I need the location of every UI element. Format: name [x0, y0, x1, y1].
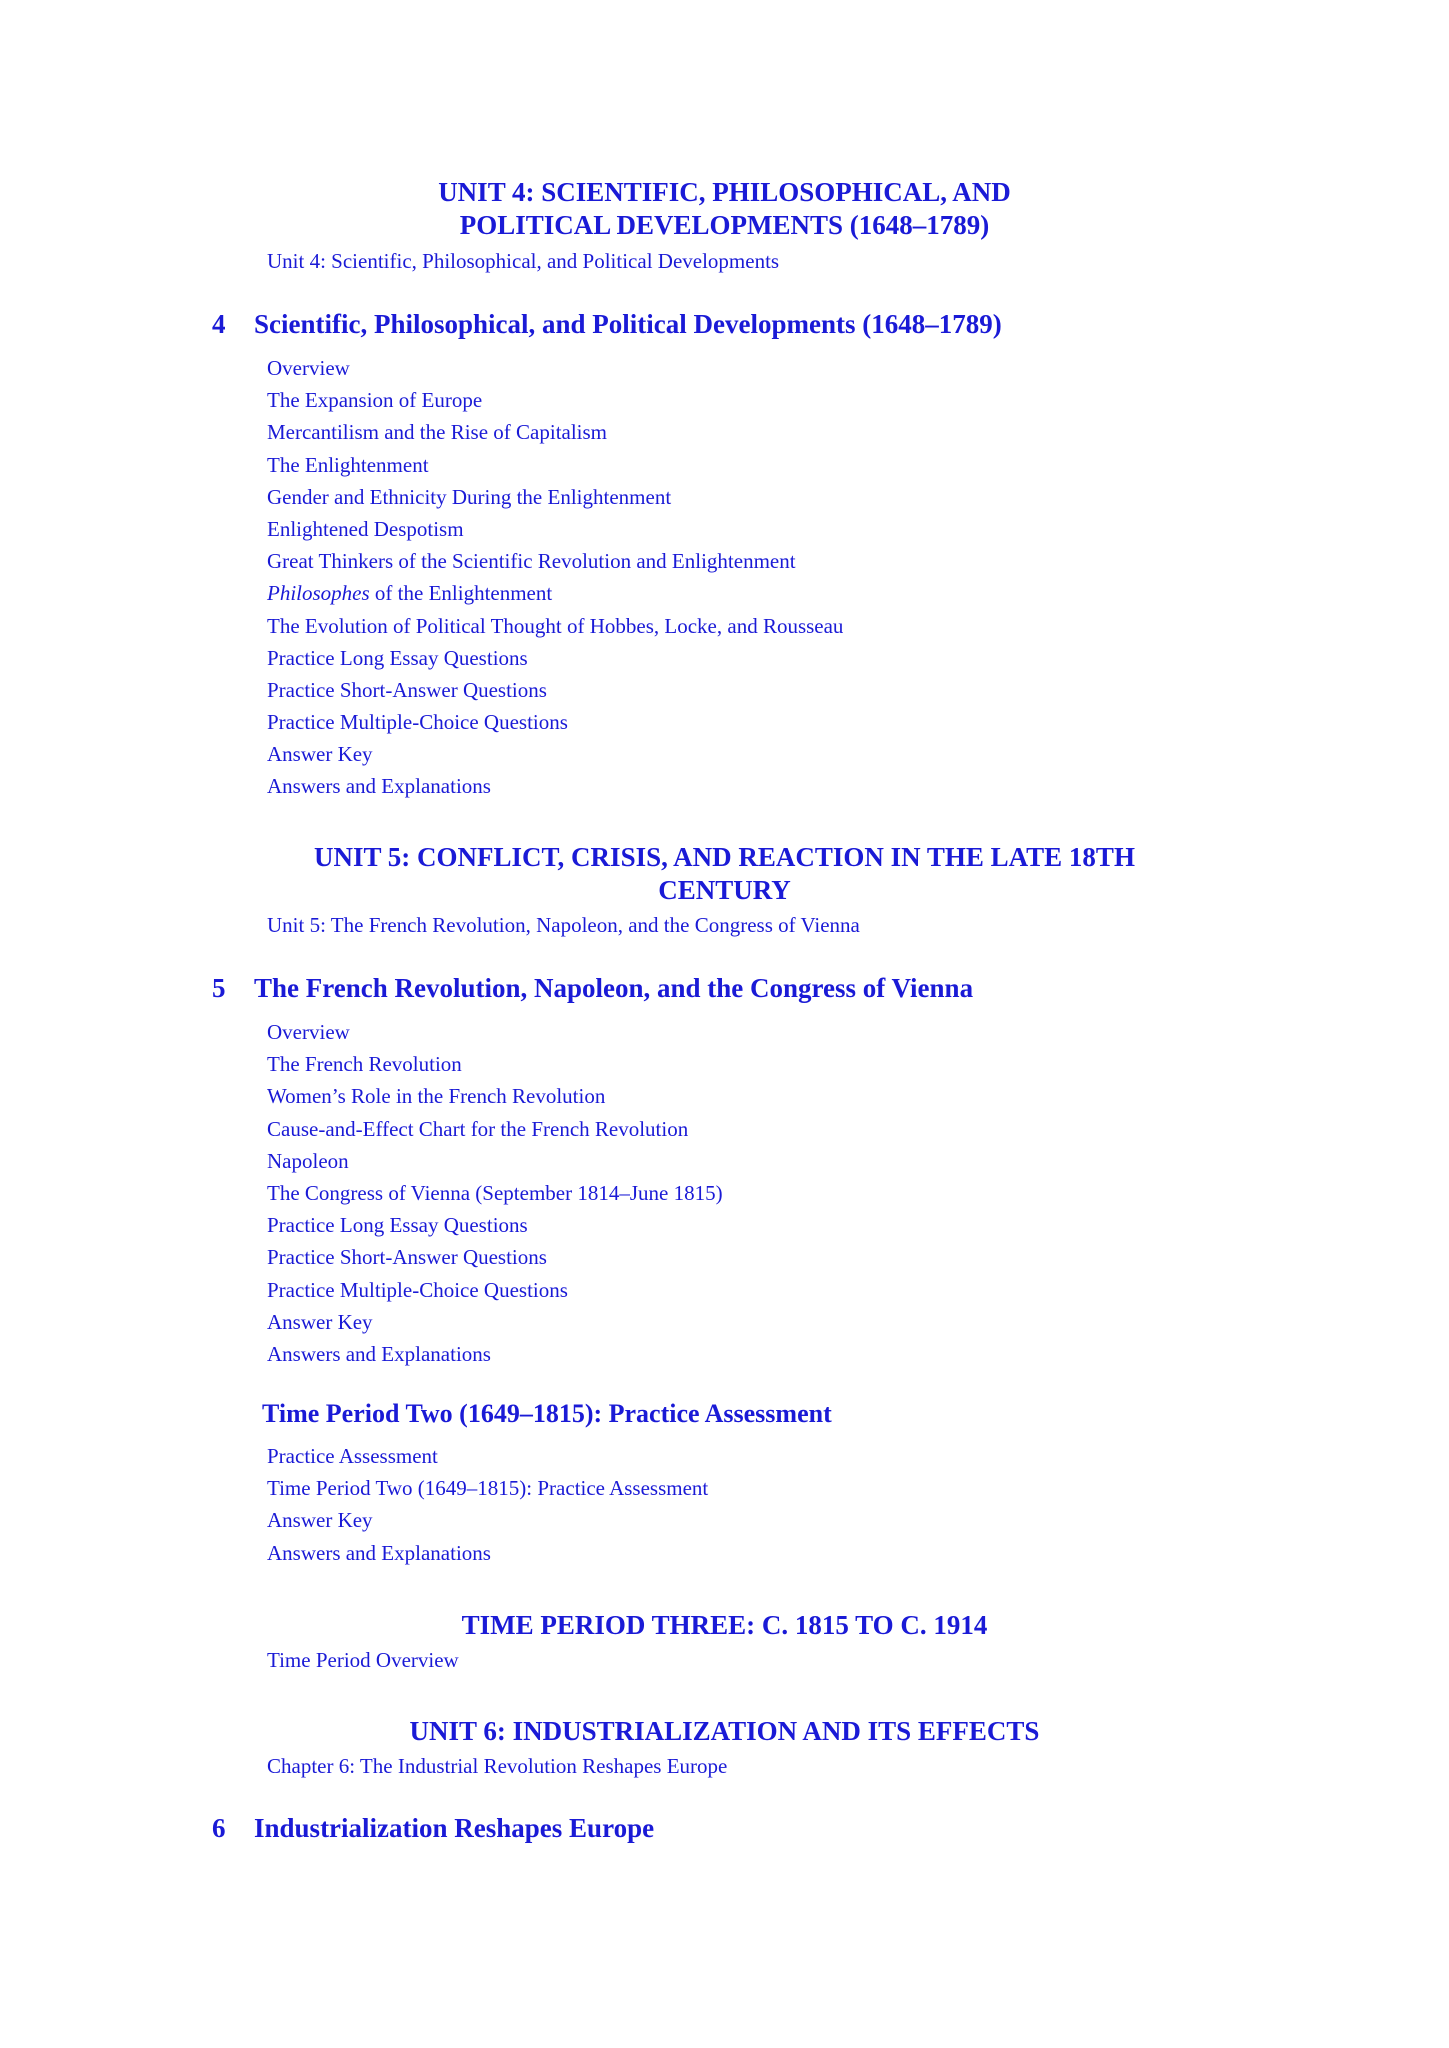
- unit-4-heading-line-1[interactable]: UNIT 4: SCIENTIFIC, PHILOSOPHICAL, AND: [438, 177, 1011, 207]
- toc-entry-time-period-two-assessment[interactable]: Time Period Two (1649–1815): Practice Assessment: [267, 1476, 709, 1501]
- toc-entry-answer-key[interactable]: Answer Key: [267, 742, 373, 767]
- time-period-three-heading[interactable]: TIME PERIOD THREE: C. 1815 TO C. 1914: [461, 1610, 988, 1640]
- toc-entry-answers-explanations[interactable]: Answers and Explanations: [267, 774, 491, 799]
- toc-entry-multiple-choice[interactable]: Practice Multiple-Choice Questions: [267, 1277, 568, 1302]
- unit-5-link[interactable]: Unit 5: The French Revolution, Napoleon, and the Congress of Vienna: [267, 913, 860, 937]
- philosophes-suffix: of the Enlightenment: [369, 581, 553, 606]
- unit-4-heading-line-2[interactable]: POLITICAL DEVELOPMENTS (1648–1789): [459, 210, 990, 240]
- practice-assessment-heading[interactable]: Time Period Two (1649–1815): Practice Assessment: [262, 1399, 832, 1428]
- toc-entry-expansion-of-europe[interactable]: The Expansion of Europe: [267, 388, 483, 413]
- toc-entry-multiple-choice[interactable]: Practice Multiple-Choice Questions: [267, 710, 568, 735]
- toc-entry-practice-assessment[interactable]: Practice Assessment: [267, 1444, 438, 1468]
- unit-4-link[interactable]: Unit 4: Scientific, Philosophical, and Political Developments: [267, 249, 780, 273]
- unit-6-link[interactable]: Chapter 6: The Industrial Revolution Reshapes Europe: [267, 1754, 728, 1778]
- chapter-5-heading[interactable]: [212, 972, 973, 1004]
- toc-entry-french-revolution[interactable]: The French Revolution: [267, 1052, 462, 1077]
- toc-entry-short-answer[interactable]: Practice Short-Answer Questions: [267, 677, 547, 702]
- toc-entry-enlightened-despotism[interactable]: Enlightened Despotism: [267, 516, 464, 541]
- toc-entry-mercantilism[interactable]: Mercantilism and the Rise of Capitalism: [267, 420, 608, 445]
- toc-entry-enlightenment[interactable]: The Enlightenment: [267, 452, 429, 477]
- toc-entry-overview[interactable]: Overview: [267, 356, 350, 380]
- toc-entry-answers-explanations[interactable]: Answers and Explanations: [267, 1341, 491, 1366]
- philosophes-italic: Philosophes: [267, 581, 370, 606]
- chapter-4-title[interactable]: Scientific, Philosophical, and Political Developments (1648–1789): [254, 309, 1002, 339]
- time-period-overview-link[interactable]: Time Period Overview: [267, 1648, 459, 1672]
- toc-entry-long-essay[interactable]: Practice Long Essay Questions: [267, 1213, 528, 1238]
- toc-entry-cause-effect-chart[interactable]: Cause-and-Effect Chart for the French Revolution: [267, 1116, 689, 1141]
- unit-6-heading[interactable]: UNIT 6: INDUSTRIALIZATION AND ITS EFFECTS: [409, 1716, 1040, 1746]
- toc-entry-political-thought[interactable]: The Evolution of Political Thought of Hobbes, Locke, and Rousseau: [267, 613, 844, 638]
- chapter-5-title[interactable]: The French Revolution, Napoleon, and the Congress of Vienna: [254, 973, 974, 1003]
- unit-5-heading-line-2[interactable]: CENTURY: [658, 875, 791, 905]
- chapter-4-number: 4: [212, 309, 226, 339]
- toc-entry-long-essay[interactable]: Practice Long Essay Questions: [267, 645, 528, 670]
- toc-entry-short-answer[interactable]: Practice Short-Answer Questions: [267, 1245, 547, 1270]
- assessment-section-list: [267, 1440, 708, 1569]
- chapter-6-heading[interactable]: [212, 1812, 654, 1844]
- toc-entry-overview[interactable]: Overview: [267, 1020, 350, 1044]
- chapter-5-section-list: [267, 1016, 723, 1370]
- chapter-6-number: 6: [212, 1813, 226, 1843]
- toc-entry-philosophes[interactable]: [267, 577, 843, 609]
- toc-entry-great-thinkers[interactable]: Great Thinkers of the Scientific Revolution and Enlightenment: [267, 549, 796, 574]
- chapter-4-heading[interactable]: [212, 308, 1002, 340]
- toc-entry-womens-role[interactable]: Women’s Role in the French Revolution: [267, 1084, 606, 1109]
- chapter-4-section-list: [267, 352, 843, 803]
- unit-5-heading-line-1[interactable]: UNIT 5: CONFLICT, CRISIS, AND REACTION IN THE LATE 18TH: [314, 842, 1135, 872]
- chapter-5-number: 5: [212, 973, 226, 1003]
- toc-entry-answer-key[interactable]: Answer Key: [267, 1508, 373, 1533]
- toc-entry-napoleon[interactable]: Napoleon: [267, 1148, 349, 1173]
- toc-entry-gender-ethnicity[interactable]: Gender and Ethnicity During the Enlightenment: [267, 484, 672, 509]
- toc-entry-answer-key[interactable]: Answer Key: [267, 1309, 373, 1334]
- toc-entry-answers-explanations[interactable]: Answers and Explanations: [267, 1540, 491, 1565]
- unit-4-heading[interactable]: [0, 176, 1449, 242]
- unit-5-heading[interactable]: [0, 841, 1449, 907]
- toc-entry-congress-of-vienna[interactable]: The Congress of Vienna (September 1814–June 1815): [267, 1180, 723, 1205]
- chapter-6-title[interactable]: Industrialization Reshapes Europe: [254, 1813, 655, 1843]
